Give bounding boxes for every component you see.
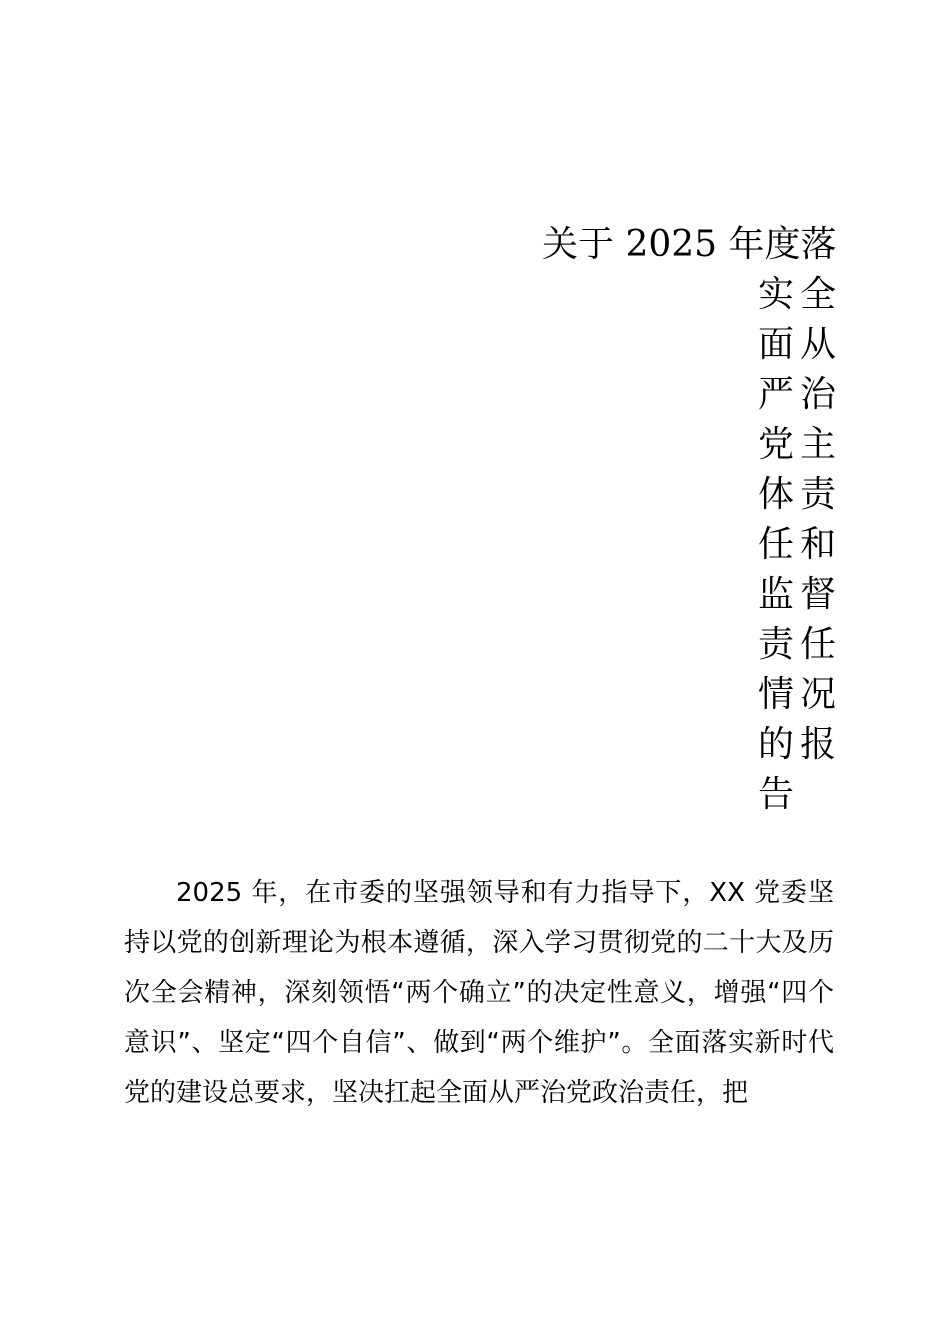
title-char: 督 (799, 574, 836, 615)
title-char: 责 (799, 474, 836, 515)
title-row (755, 520, 839, 570)
title-char: 实 (757, 274, 794, 315)
title-char: 全 (799, 274, 836, 315)
title-row (755, 270, 839, 320)
title-char: 党 (757, 424, 794, 465)
title-char: 情 (757, 674, 794, 715)
title-char: 任 (799, 624, 836, 665)
title-prefix: 关于 (542, 224, 626, 265)
title-suffix: 年度落 (717, 224, 837, 265)
title-year: 2025 (625, 224, 718, 265)
title-char: 监 (757, 574, 794, 615)
title-char: 治 (799, 374, 836, 415)
title-row (755, 720, 839, 770)
title-row (755, 320, 839, 370)
title-char: 主 (799, 424, 836, 465)
title-char: 责 (757, 624, 794, 665)
title-char: 报 (799, 724, 836, 765)
title-char: 告 (757, 774, 794, 815)
body-paragraph: 2025 年，在市委的坚强领导和有力指导下，XX 党委坚持以党的创新理论为根本遵循，深入学习贯彻党的二十大及历次全会精神，深刻领悟“两个确立”的决定性意义，增强“四个意识”、坚定“四个自信”、做到“两个维护”。全面落实新时代党的建设总要求，坚决扛起全面从严治党政治责任，把 (124, 878, 834, 1108)
title-row (755, 370, 839, 420)
title-char: 的 (757, 724, 794, 765)
title-row (755, 670, 839, 720)
title-row (755, 620, 839, 670)
title-char: 任 (757, 524, 794, 565)
title-row (755, 770, 839, 820)
document-title-column (755, 270, 839, 820)
document-title-first-line (542, 220, 842, 270)
title-row (755, 420, 839, 470)
title-char: 从 (799, 324, 836, 365)
title-char: 严 (757, 374, 794, 415)
document-body (124, 868, 834, 1118)
title-char: 和 (799, 524, 836, 565)
title-row (755, 570, 839, 620)
title-char: 况 (799, 674, 836, 715)
title-char: 面 (757, 324, 794, 365)
title-row (755, 470, 839, 520)
title-char: 体 (757, 474, 794, 515)
